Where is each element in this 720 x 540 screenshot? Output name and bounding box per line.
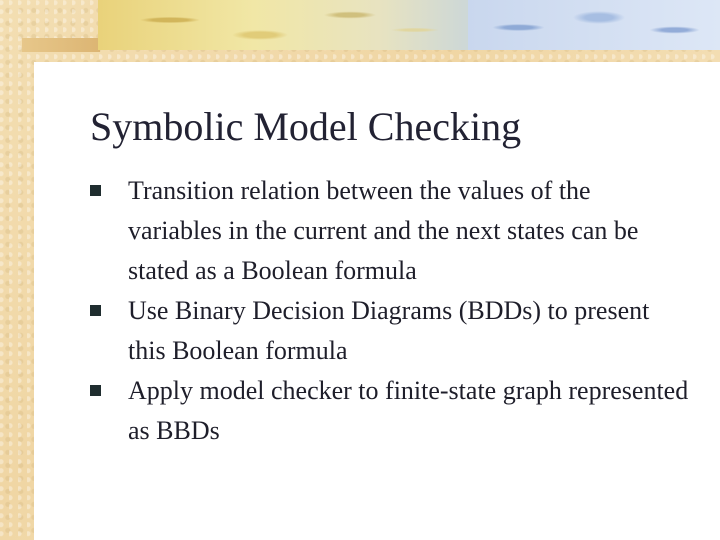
bullet-text: Transition relation between the values of the variables in the current and the next states can be stated as a Boolean formula	[128, 176, 639, 285]
decorative-banner	[98, 0, 720, 50]
square-bullet-icon	[90, 305, 101, 316]
bullet-list	[90, 171, 690, 451]
banner-leaf-art	[98, 0, 458, 50]
slide-title: Symbolic Model Checking	[90, 104, 522, 149]
bullet-text: Use Binary Decision Diagrams (BDDs) to present this Boolean formula	[128, 296, 650, 365]
square-bullet-icon	[90, 385, 101, 396]
bullet-item	[90, 371, 690, 451]
bullet-text: Apply model checker to finite-state graph represented as BBDs	[128, 376, 689, 445]
banner-accent-strip	[22, 38, 100, 52]
bullet-item	[90, 291, 690, 371]
banner-flower-art	[468, 0, 720, 50]
bullet-item	[90, 171, 690, 291]
square-bullet-icon	[90, 185, 101, 196]
